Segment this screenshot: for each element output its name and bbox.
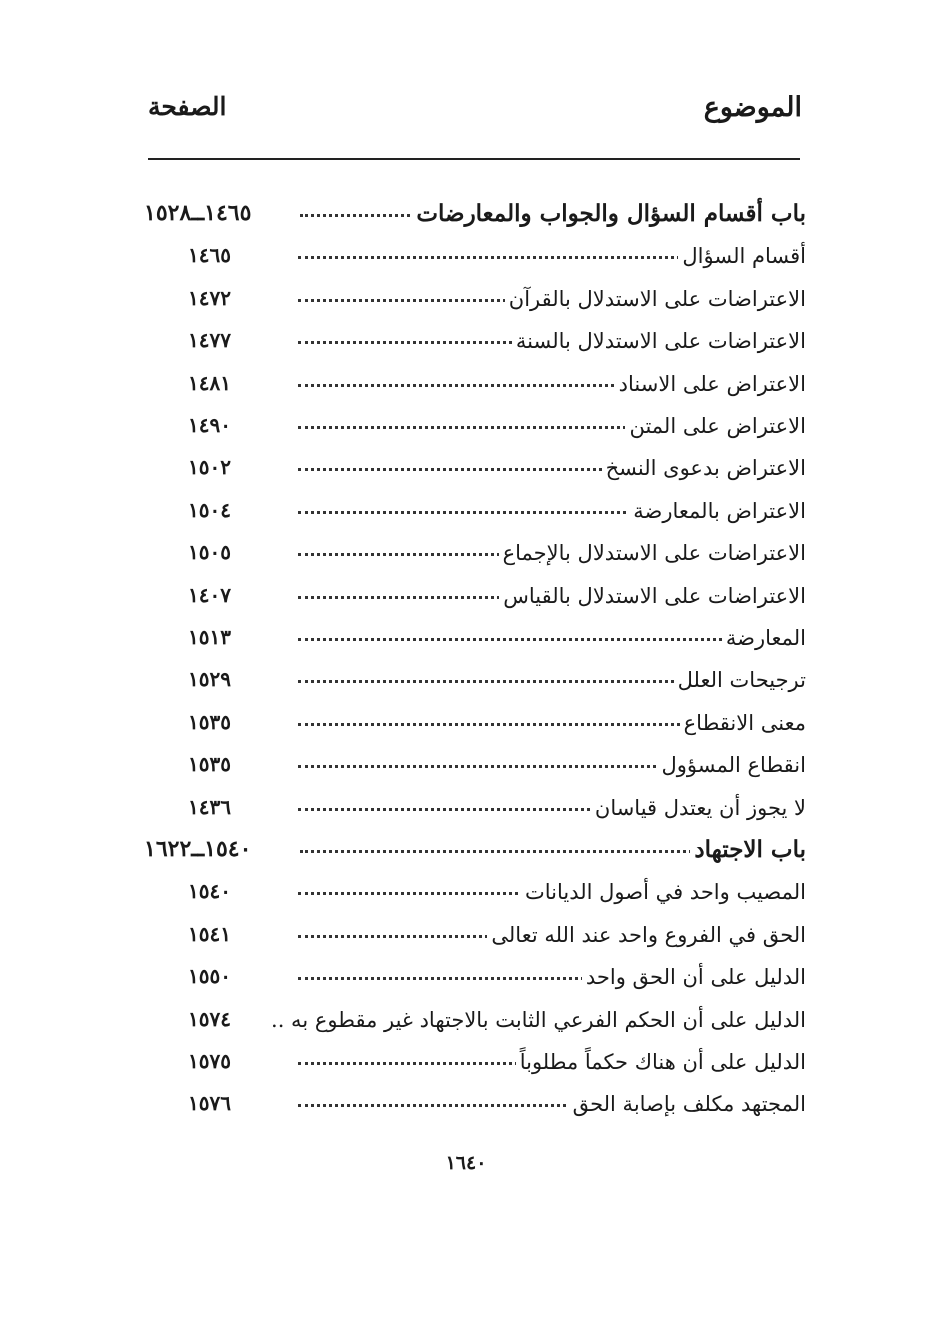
toc-entry-page: ١٤٦٥ [188, 243, 231, 268]
toc-entry-title: لا يجوز أن يعتدل قياسان [591, 792, 806, 824]
toc-entry-page: ١٥٧٦ [188, 1091, 231, 1116]
toc-entry-page: ١٥٧٥ [188, 1049, 231, 1073]
toc-entry-title: الاعتراضات على الاستدلال بالإجماع [499, 537, 806, 569]
toc-entry-title: الاعتراضات على الاستدلال بالقياس [499, 580, 806, 612]
toc-entry-row [140, 240, 806, 276]
toc-entry-row [140, 1088, 806, 1124]
toc-entry-row [140, 1004, 806, 1040]
toc-entry-page: ١٥١٣ [188, 625, 231, 649]
toc-entry-title: الاعتراض بدعوى النسخ [602, 452, 806, 484]
toc-entry-page: ١٤٩٠ [188, 413, 231, 437]
toc-entry-title: المجتهد مكلف بإصابة الحق [569, 1088, 806, 1120]
toc-chapter-row [140, 834, 806, 870]
toc-chapter-title: باب الاجتهاد [690, 834, 806, 866]
toc-entry-page: ١٥٣٥ [188, 752, 231, 777]
toc-entry-page: ١٥٠٥ [188, 540, 231, 565]
column-header-page: الصفحة [148, 92, 227, 121]
toc-entry-row [140, 452, 806, 488]
toc-entry-title: المصيب واحد في أصول الديانات [521, 876, 806, 908]
toc-entry-page: ١٥٤٠ [188, 879, 231, 904]
toc-entry-row [140, 961, 806, 997]
toc-entry-row [140, 749, 806, 785]
toc-entry-page: ١٤٣٦ [188, 794, 231, 819]
toc-entry-title: الاعتراض بالمعارضة [629, 495, 806, 527]
toc-entry-page: ١٥٢٩ [188, 667, 231, 692]
toc-entry-row [140, 495, 806, 531]
toc-entry-title: الاعتراضات على الاستدلال بالقرآن [505, 283, 806, 315]
toc-entry-row [140, 537, 806, 573]
toc-entry-page: ١٥٤١ [188, 921, 231, 946]
toc-entry-row [140, 283, 806, 319]
toc-entry-title: الحق في الفروع واحد عند الله تعالى [487, 919, 806, 951]
toc-entry-page: ١٤٧٧ [188, 328, 231, 353]
toc-entry-title: ترجيحات العلل [674, 664, 806, 696]
toc-entry-row [140, 664, 806, 700]
toc-entry-page: ١٤٧٢ [188, 285, 231, 310]
toc-entry-row [140, 1046, 806, 1082]
toc-entry-row [140, 919, 806, 955]
header-divider [148, 158, 800, 160]
toc-entry-row [140, 410, 806, 446]
toc-entry-page: ١٥٠٤ [188, 497, 231, 522]
toc-entry-page: ١٥٥٠ [188, 964, 231, 989]
column-header-subject: الموضوع [703, 92, 802, 123]
toc-entry-title: الدليل على أن الحق واحد [582, 961, 806, 993]
toc-chapter-page-range: ١٥٤٠ــ١٦٢٢ [144, 836, 252, 862]
toc-entry-row [140, 707, 806, 743]
toc-entry-row [140, 580, 806, 616]
toc-entry-title: الدليل على أن الحكم الفرعي الثابت بالاجتهاد غير مقطوع به .. [267, 1004, 806, 1036]
toc-entry-title: المعارضة [722, 622, 806, 654]
toc-entry-page: ١٥٣٥ [188, 709, 231, 734]
toc-entry-page: ١٥٧٤ [188, 1006, 231, 1031]
toc-chapter-row [140, 198, 806, 234]
toc-entry-row [140, 792, 806, 828]
toc-entry-row [140, 325, 806, 361]
toc-entry-row [140, 368, 806, 404]
toc-entry-page: ١٥٠٢ [188, 455, 231, 480]
toc-entry-title: الاعتراض على الاسناد [615, 368, 806, 400]
toc-entry-row [140, 876, 806, 912]
toc-entry-title: الاعتراضات على الاستدلال بالسنة [512, 325, 806, 357]
toc-entry-row [140, 622, 806, 658]
toc-entry-title: الاعتراض على المتن [625, 410, 806, 442]
toc-entry-title: انقطاع المسؤول [658, 749, 807, 781]
toc-chapter-title: باب أقسام السؤال والجواب والمعارضات [412, 198, 806, 230]
toc-entry-title: الدليل على أن هناك حكماً مطلوباً [516, 1046, 806, 1078]
toc-entry-title: أقسام السؤال [678, 240, 806, 272]
page-number: ١٦٤٠ [445, 1152, 487, 1174]
toc-chapter-page-range: ١٤٦٥ــ١٥٢٨ [144, 200, 252, 226]
toc-entry-title: معنى الانقطاع [680, 707, 806, 739]
toc-entry-page: ١٤٠٧ [188, 582, 231, 607]
toc-entry-page: ١٤٨١ [188, 370, 231, 395]
